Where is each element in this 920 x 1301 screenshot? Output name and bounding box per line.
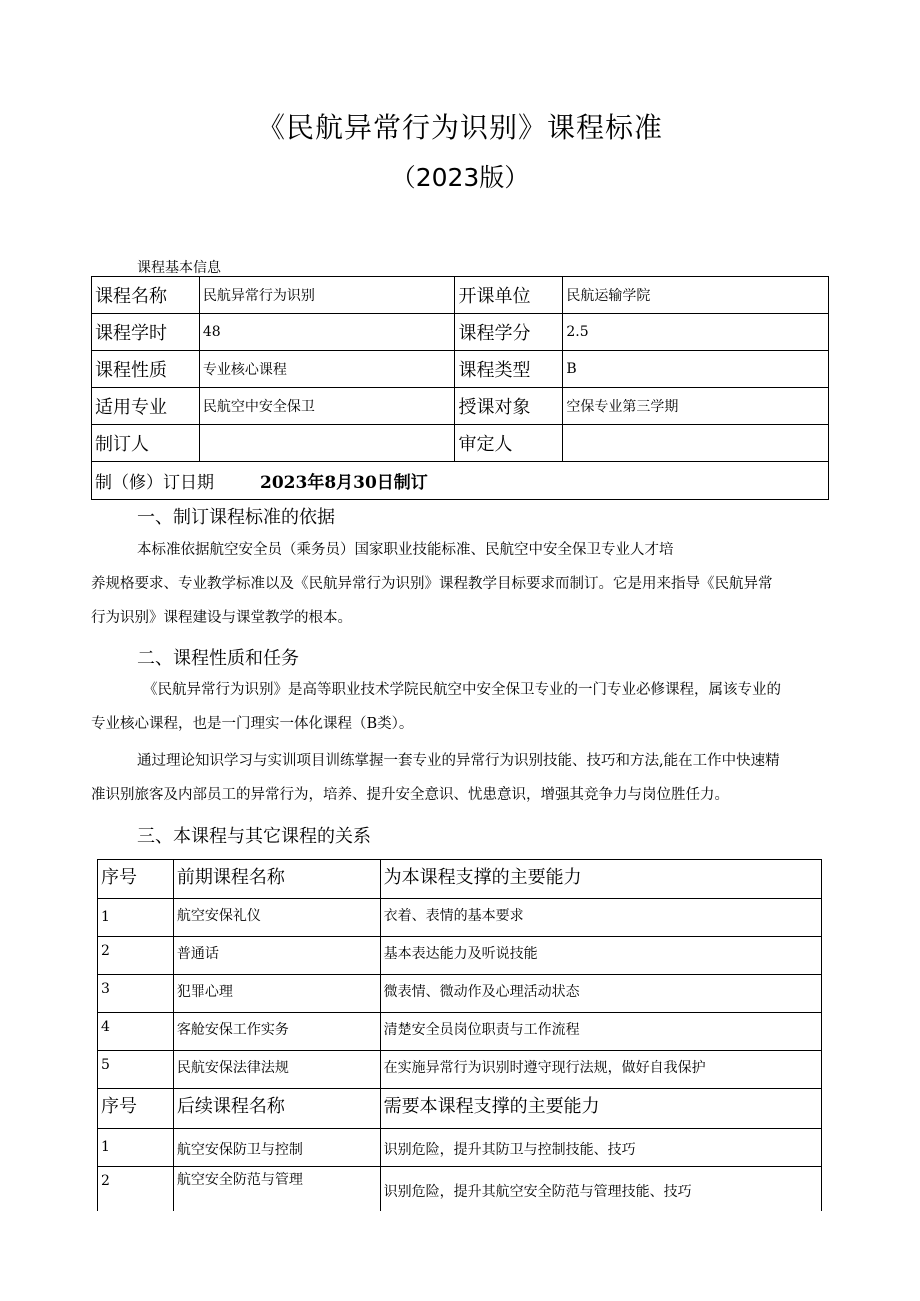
info-key: 制订人 <box>92 425 200 462</box>
info-value <box>199 425 455 462</box>
table-cell: 3 <box>98 975 174 1013</box>
section-1-paragraph <box>91 533 831 635</box>
table-cell: 识别危险，提升其防卫与控制技能、技巧 <box>380 1129 821 1167</box>
date-cell <box>92 462 829 500</box>
paragraph-line: 专业核心课程，也是一门理实一体化课程（B类）。 <box>91 716 414 732</box>
info-key: 审定人 <box>455 425 563 462</box>
basic-info-caption: 课程基本信息 <box>137 260 221 276</box>
table-row <box>98 1167 822 1211</box>
header-cell: 后续课程名称 <box>173 1089 380 1129</box>
table-cell: 2 <box>98 1167 174 1211</box>
section-2-title: 二、课程性质和任务 <box>137 648 299 669</box>
section-1-title: 一、制订课程标准的依据 <box>137 507 335 528</box>
date-label: 制（修）订日期 <box>95 473 214 493</box>
info-value: B <box>563 351 829 388</box>
header-cell: 前期课程名称 <box>173 860 380 899</box>
document-subtitle: （2023版） <box>390 163 530 192</box>
info-row <box>92 351 829 388</box>
table-cell: 清楚安全员岗位职责与工作流程 <box>380 1013 821 1051</box>
paragraph-line: 《民航异常行为识别》是高等职业技术学院民航空中安全保卫专业的一门专业必修课程，属该专业的 <box>143 682 781 698</box>
header-cell: 为本课程支撑的主要能力 <box>380 860 821 899</box>
table-cell: 5 <box>98 1051 174 1089</box>
table-cell: 航空安全防范与管理 <box>173 1167 380 1211</box>
table-row <box>98 1051 822 1089</box>
info-key: 授课对象 <box>455 388 563 425</box>
info-row <box>92 314 829 351</box>
info-value: 空保专业第三学期 <box>563 388 829 425</box>
table-cell: 4 <box>98 1013 174 1051</box>
info-value: 48 <box>199 314 455 351</box>
paragraph-line: 通过理论知识学习与实训项目训练掌握一套专业的异常行为识别技能、技巧和方法,能在工作中快速精 <box>137 753 780 769</box>
table-cell: 犯罪心理 <box>173 975 380 1013</box>
info-value: 民航异常行为识别 <box>199 277 455 314</box>
info-key: 开课单位 <box>455 277 563 314</box>
paragraph-line: 行为识别》课程建设与课堂教学的根本。 <box>91 610 352 626</box>
header-cell: 需要本课程支撑的主要能力 <box>380 1089 821 1129</box>
info-key: 适用专业 <box>92 388 200 425</box>
info-row <box>92 425 829 462</box>
info-value: 2.5 <box>563 314 829 351</box>
table-row <box>98 1013 822 1051</box>
header-cell: 序号 <box>98 860 174 899</box>
table-cell: 基本表达能力及听说技能 <box>380 937 821 975</box>
section-3-title: 三、本课程与其它课程的关系 <box>137 826 371 847</box>
table-row <box>98 975 822 1013</box>
document-title: 《民航异常行为识别》课程标准 <box>256 111 663 144</box>
table-cell: 微表情、微动作及心理活动状态 <box>380 975 821 1013</box>
table-cell: 衣着、表情的基本要求 <box>380 899 821 937</box>
info-key: 课程性质 <box>92 351 200 388</box>
table-row <box>98 899 822 937</box>
table-cell: 客舱安保工作实务 <box>173 1013 380 1051</box>
table-cell: 2 <box>98 937 174 975</box>
table-row <box>98 937 822 975</box>
info-value: 民航空中安全保卫 <box>199 388 455 425</box>
table-header-row <box>98 1089 822 1129</box>
info-key: 课程学分 <box>455 314 563 351</box>
paragraph-line: 本标准依据航空安全员（乘务员）国家职业技能标准、民航空中安全保卫专业人才培 <box>137 542 674 558</box>
header-cell: 序号 <box>98 1089 174 1129</box>
info-key: 课程类型 <box>455 351 563 388</box>
section-2-paragraph-1 <box>91 673 831 741</box>
info-row <box>92 388 829 425</box>
info-value <box>563 425 829 462</box>
table-cell: 识别危险，提升其航空安全防范与管理技能、技巧 <box>380 1167 821 1211</box>
info-value: 专业核心课程 <box>199 351 455 388</box>
table-cell: 民航安保法律法规 <box>173 1051 380 1089</box>
info-key: 课程学时 <box>92 314 200 351</box>
table-cell: 航空安保礼仪 <box>173 899 380 937</box>
course-relation-table <box>97 859 822 1211</box>
info-row <box>92 277 829 314</box>
info-value: 民航运输学院 <box>563 277 829 314</box>
info-key: 课程名称 <box>92 277 200 314</box>
table-cell: 普通话 <box>173 937 380 975</box>
table-cell: 1 <box>98 899 174 937</box>
section-2-paragraph-2 <box>91 744 831 812</box>
paragraph-line: 准识别旅客及内部员工的异常行为，培养、提升安全意识、忧患意识，增强其竞争力与岗位胜任力。 <box>91 787 729 803</box>
table-row <box>98 1129 822 1167</box>
table-header-row <box>98 860 822 899</box>
date-row <box>92 462 829 500</box>
table-cell: 1 <box>98 1129 174 1167</box>
basic-info-table <box>91 276 829 500</box>
paragraph-line: 养规格要求、专业教学标准以及《民航异常行为识别》课程教学目标要求而制订。它是用来指导《民航异常 <box>91 576 773 592</box>
table-cell: 航空安保防卫与控制 <box>173 1129 380 1167</box>
date-value: 2023年8月30日制订 <box>260 473 428 493</box>
table-cell: 在实施异常行为识别时遵守现行法规，做好自我保护 <box>380 1051 821 1089</box>
